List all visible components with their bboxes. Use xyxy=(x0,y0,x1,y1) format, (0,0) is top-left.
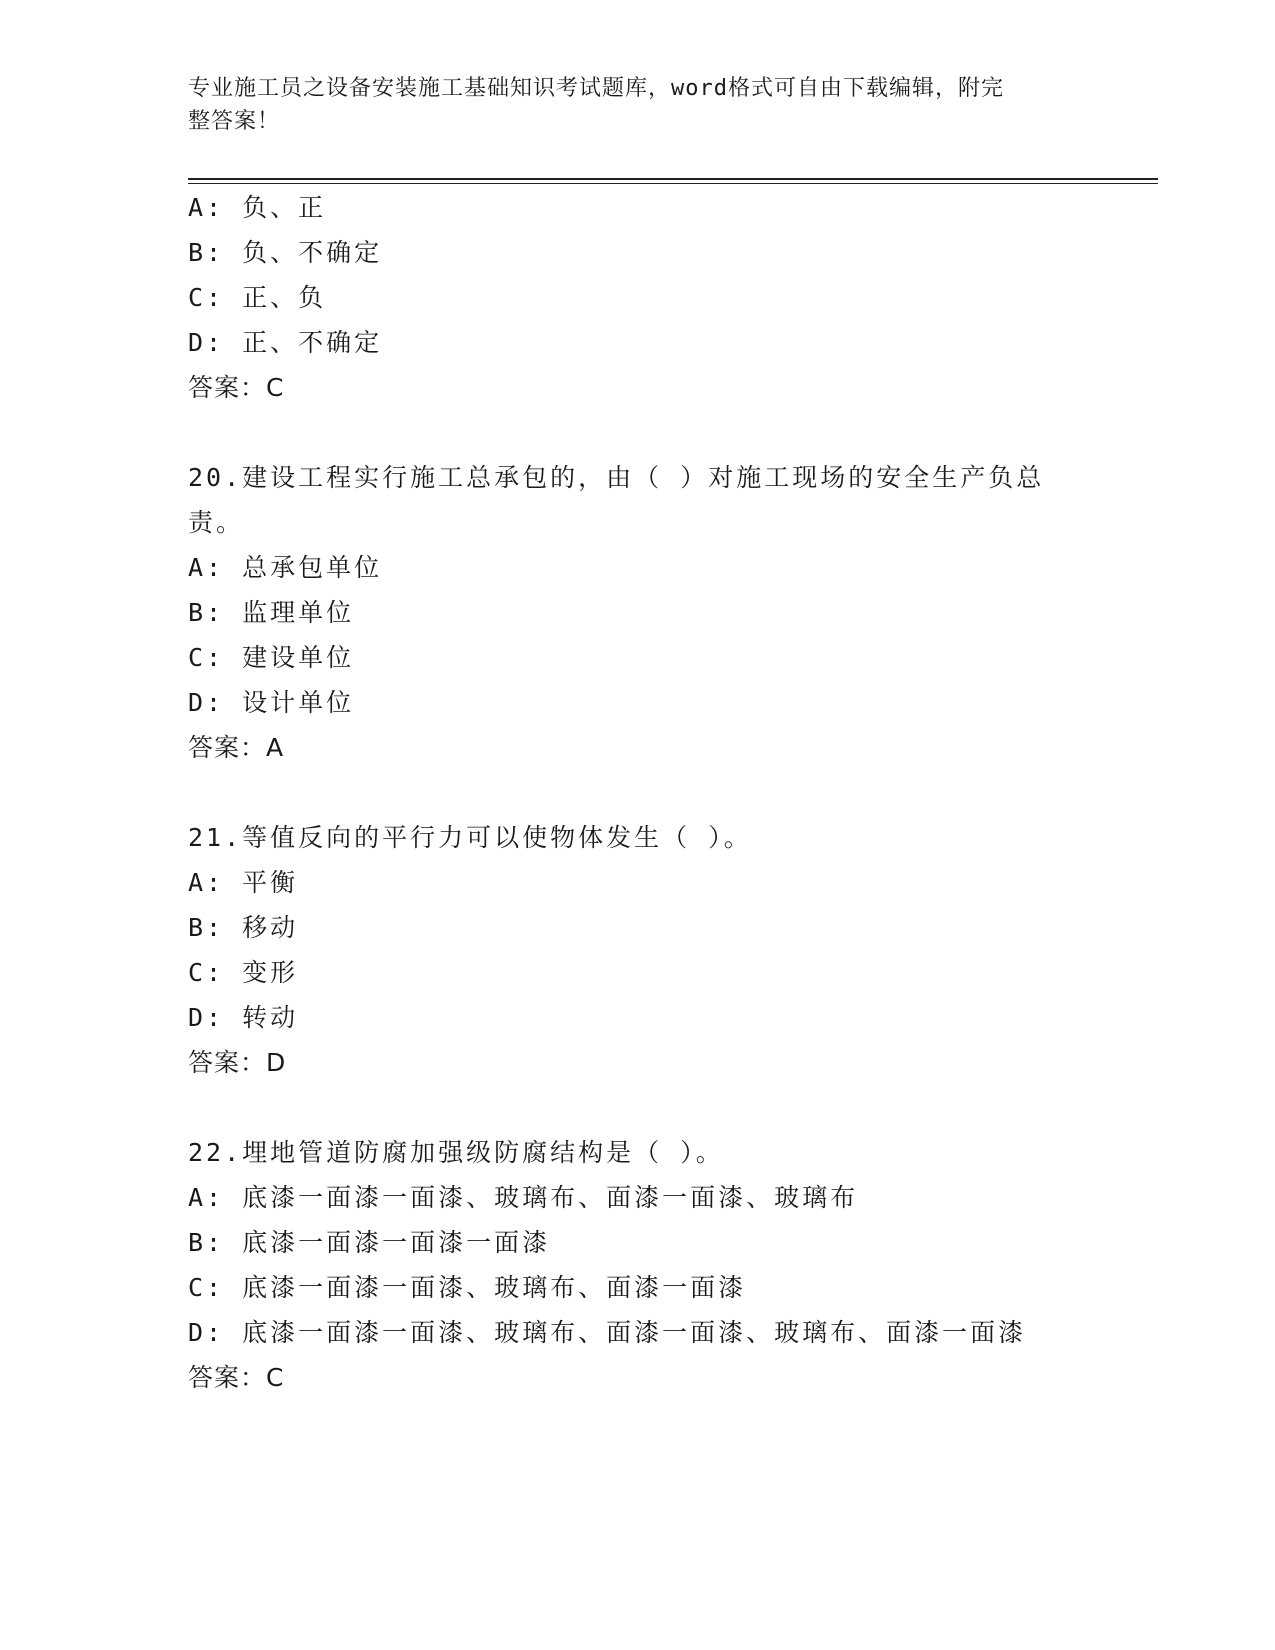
q21-option-c: C: 变形 xyxy=(188,958,299,987)
q22-answer: 答案：C xyxy=(188,1363,285,1392)
q20-option-c: C: 建设单位 xyxy=(188,643,355,672)
q21-option-b: B: 移动 xyxy=(188,913,299,942)
document-header xyxy=(188,72,1068,138)
q22-option-b: B: 底漆一面漆一面漆一面漆 xyxy=(188,1228,551,1257)
q22-option-d: D: 底漆一面漆一面漆、玻璃布、面漆一面漆、玻璃布、面漆一面漆 xyxy=(188,1318,1027,1347)
q19-option-a: A: 负、正 xyxy=(188,193,327,222)
q20-stem-line2: 责。 xyxy=(188,508,245,537)
q22-option-a: A: 底漆一面漆一面漆、玻璃布、面漆一面漆、玻璃布 xyxy=(188,1183,859,1212)
q21-option-a: A: 平衡 xyxy=(188,868,299,897)
q22-stem: 22.埋地管道防腐加强级防腐结构是（ ）。 xyxy=(188,1138,724,1167)
q20-answer: 答案：A xyxy=(188,733,285,762)
q20-option-a: A: 总承包单位 xyxy=(188,553,383,582)
q21-option-d: D: 转动 xyxy=(188,1003,299,1032)
q21-answer: 答案：D xyxy=(188,1048,287,1077)
header-divider-top xyxy=(188,178,1158,180)
q19-option-b: B: 负、不确定 xyxy=(188,238,383,267)
header-divider-bottom xyxy=(188,183,1158,184)
header-title-line1: 专业施工员之设备安装施工基础知识考试题库，word格式可自由下载编辑，附完 xyxy=(188,76,1004,101)
q20-stem-line1: 20.建设工程实行施工总承包的，由（ ）对施工现场的安全生产负总 xyxy=(188,463,1045,492)
q19-answer: 答案：C xyxy=(188,373,285,402)
q22-option-c: C: 底漆一面漆一面漆、玻璃布、面漆一面漆 xyxy=(188,1273,747,1302)
header-title-line2: 整答案！ xyxy=(188,109,281,134)
q21-stem: 21.等值反向的平行力可以使物体发生（ ）。 xyxy=(188,823,752,852)
q19-option-d: D: 正、不确定 xyxy=(188,328,383,357)
q20-option-d: D: 设计单位 xyxy=(188,688,355,717)
q19-option-c: C: 正、负 xyxy=(188,283,327,312)
q20-option-b: B: 监理单位 xyxy=(188,598,355,627)
